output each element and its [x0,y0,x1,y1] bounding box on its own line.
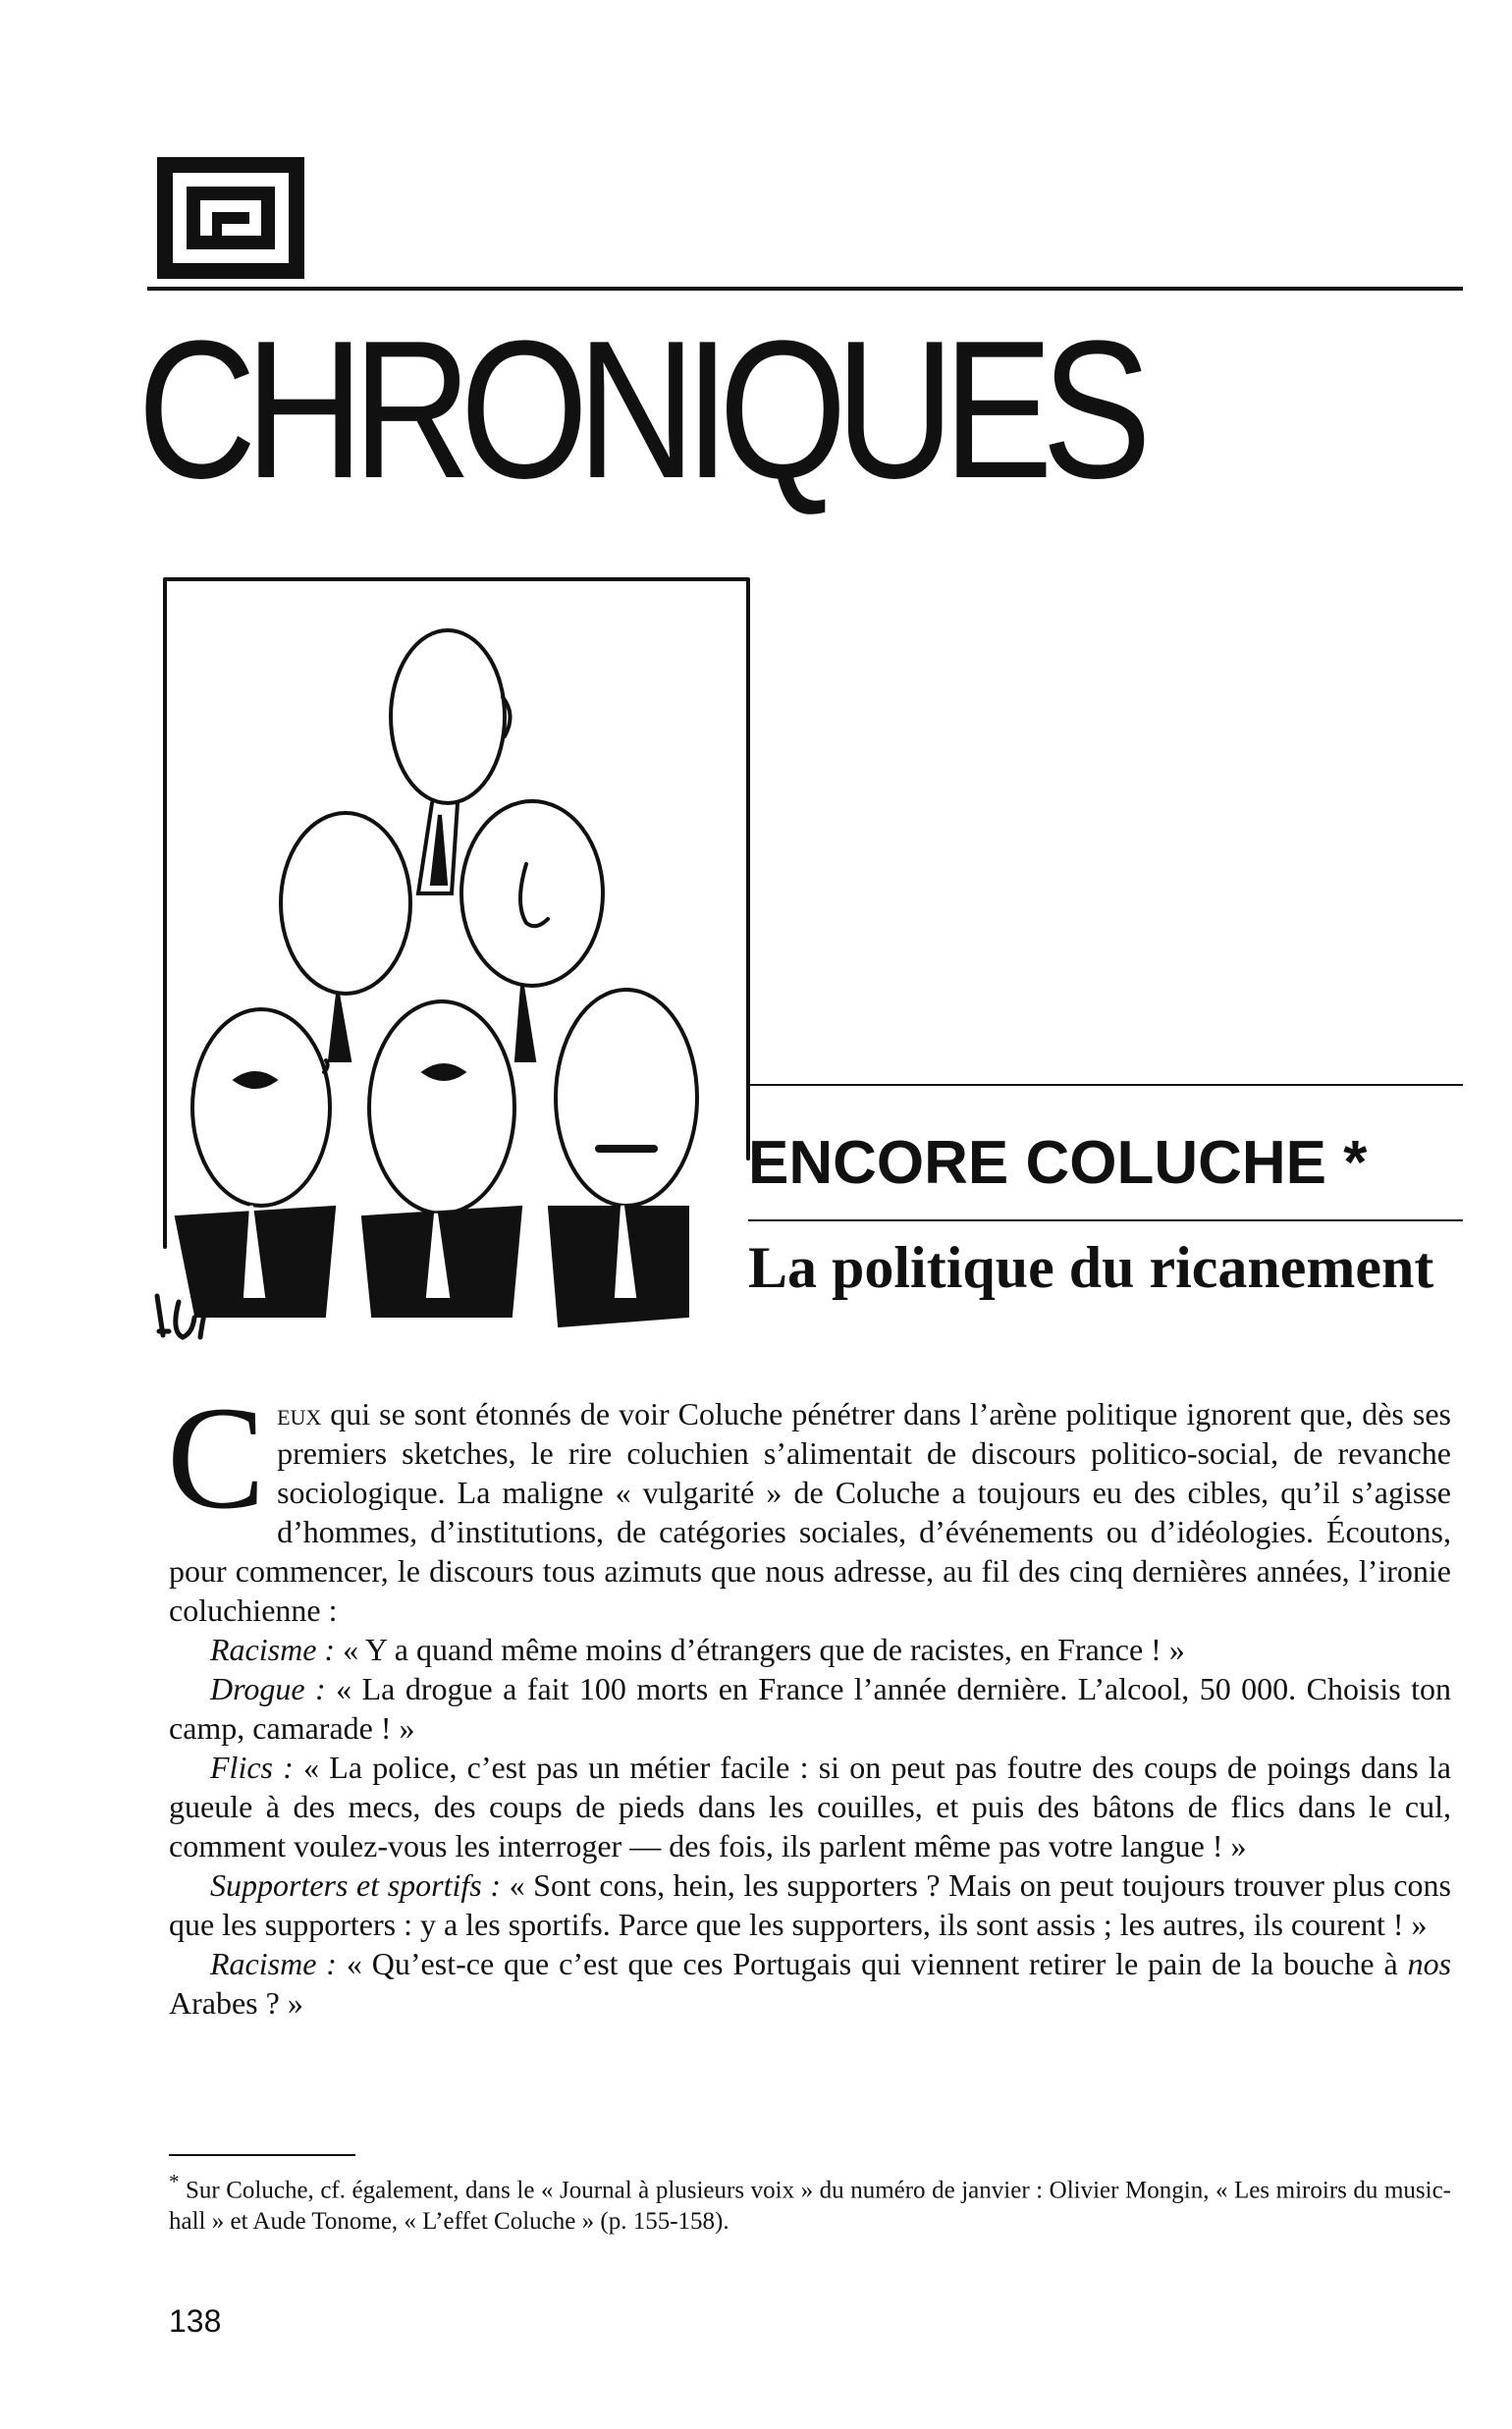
entry-text: « Sont cons, hein, les supporters ? Mais on peut toujours trouver plus cons que les supporters : y a les sportifs. Parce que les supporters, ils sont assis ; les autres, ils courent ! » [169,1867,1452,1942]
page-number: 138 [169,2303,222,2339]
intro-smallcaps: eux [277,1396,322,1431]
drop-cap: C [167,1376,266,1539]
quote-entry-drogue [169,1669,1451,1748]
entry-lead: Racisme : [210,1632,336,1667]
entry-lead: Supporters et sportifs : [210,1867,501,1903]
politicians-cartoon-illustration [137,569,766,1355]
entry-lead: Flics : [210,1750,294,1785]
quote-entry-supporters [169,1865,1451,1944]
footnote-text: Sur Coluche, cf. également, dans le « Journal à plusieurs voix » du numéro de janvier : Olivier Mongin, « Les miroirs du music-hall » et Aude Tonome, « L’effet Coluche » (p. 155-158). [169,2177,1451,2236]
header-rule [147,287,1463,291]
headline-rule-bottom [748,1219,1463,1221]
square-spiral-logo-icon [157,157,304,279]
article-body [167,1376,1452,2023]
intro-paragraph [167,1376,1451,1630]
article-headline: ENCORE COLUCHE * [748,1129,1368,1197]
article-subhead: La politique du ricanement [748,1235,1434,1300]
entry-text-before: « Qu’est-ce que c’est que ces Portugais qui viennent retirer le pain de la bouche à [336,1946,1408,1981]
quote-entry-flics [169,1748,1451,1865]
section-title: CHRONIQUES [137,300,1141,519]
entry-text: « La drogue a fait 100 morts en France l’année dernière. L’alcool, 50 000. Choisis ton camp, camarade ! » [169,1671,1452,1746]
quote-entry-racisme-2 [169,1944,1451,2023]
entry-emphasis: nos [1407,1946,1452,1981]
footnote-rule [169,2154,355,2156]
entry-text: « La police, c’est pas un métier facile : si on peut pas foutre des coups de poings dans la gueule à des mecs, des coups de pieds dans les couilles, et puis des bâtons de flics dans le cul, comment voulez-vous les interroger — des fois, ils parlent même pas votre langue ! » [169,1750,1452,1863]
entry-text-after: Arabes ? » [169,1985,303,2021]
headline-rule-top [748,1084,1463,1086]
entry-lead: Drogue : [210,1671,326,1706]
footnote [169,2166,1451,2238]
intro-text: qui se sont étonnés de voir Coluche pénétrer dans l’arène politique ignorent que, dès ses premiers sketches, le rire coluchien s’alimentait de discours politico-social, de revanche sociologique. La maligne « vulgarité » de Coluche a toujours eu des cibles, qu’il s’agisse d’hommes, d’institutions, de catégories sociales, d’événements ou d’idéologies. Écoutons, pour commencer, le discours tous azimuts que nous adresse, au fil des cinq dernières années, l’ironie coluchienne : [169,1396,1451,1628]
footnote-marker: * [169,2170,180,2193]
quote-entry-racisme [169,1630,1451,1669]
entry-lead: Racisme : [210,1946,337,1981]
entry-text: « Y a quand même moins d’étrangers que de racistes, en France ! » [335,1632,1185,1667]
